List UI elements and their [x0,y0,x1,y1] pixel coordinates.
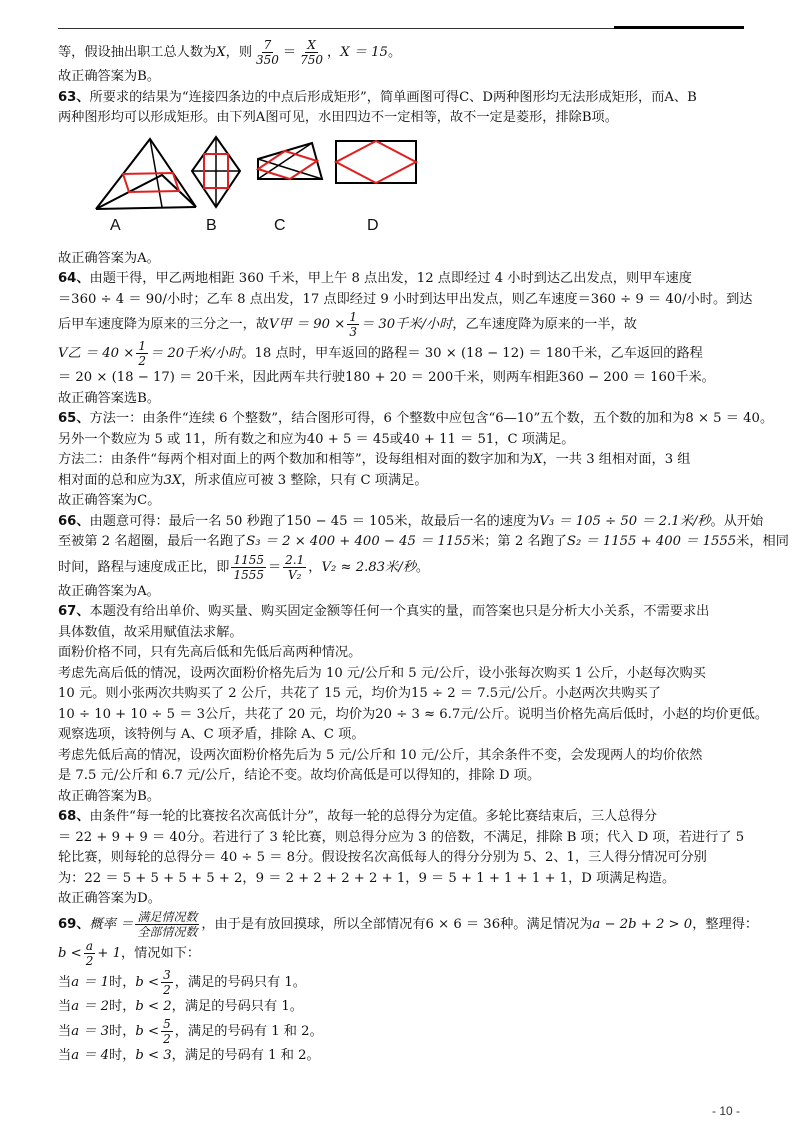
text-line: 是 7.5 元/公斤和 6.7 元/公斤，结论不变。故均价高低是可以得知的，排除 D 项。 [58,768,541,783]
document-page [58,38,789,1067]
text-line: 为：22 ＝ 5 + 5 + 5 + 5 + 2，9 ＝ 2 + 2 + 2 + 2 + 1，9 ＝ 5 + 1 + 1 + 1 + 1，D 项满足构造。 [58,870,676,886]
question-67: 67、本题没有给出单价、购买量、购买固定金额等任何一个真实的量，而答案也只是分析大小关系，不需要求出 [58,604,710,619]
figure-b-rhombus [186,135,246,217]
text-line: V乙 ＝ 40 × $\frac{1}{2}$ ＝ 20千米/小时。18 点时，甲车返回的路程＝ 30 × (18 − 12) ＝ 180千米，乙车返回的路程 [58,339,703,368]
question-number: 67、 [58,604,90,619]
text-line: 观察选项，该特例与 A、C 项矛盾，排除 A、C 项。 [58,727,365,742]
question-number: 65、 [58,411,90,426]
fraction: $\frac{a}{2}$ [85,938,94,968]
case-line: 当a ＝ 4时，b < 3，满足的号码有 1 和 2。 [58,1048,320,1063]
fraction: $\frac{1}{2}$ [138,339,146,368]
text-line: 方法二：由条件“每两个相对面上的两个数加和相等”，设每组相对面的数字加和为X，一共 3 组相对面，3 组 [58,452,691,467]
question-65: 65、方法一：由条件“连续 6 个整数”，结合图形可得，6 个整数中应包含“6—10”五个数，五个数的加和为8 × 5 ＝ 40。 [58,411,774,426]
answer-line: 故正确答案为A。 [58,250,160,266]
text-line: 时间，路程与速度成正比，即 $\frac{1155}{1555}$ ＝ $\frac{2.1}{\text{V₂}}$ ，V₂ ≈ 2.83米/秒。 [58,552,430,582]
text-line: 两种图形均可以形成矩形。由下列A图可见，水田四边不一定相等，故不一定是菱形，排除B项。 [58,110,618,125]
text-line: ＝ 22 + 9 + 9 ＝ 40分。若进行了 3 轮比赛，则总得分应为 3 的倍数，不满足，排除 B 项；代入 D 项，若进行了 5 [58,829,745,845]
answer-line: 故正确答案为B。 [58,69,161,84]
figure-label-d: D [367,216,379,234]
figure-d-rectangle [334,135,418,217]
figure-label-c: C [274,216,286,234]
fraction: $\frac{5}{2}$ [163,1017,171,1046]
header-accent-rule [614,26,744,29]
question-number: 63、 [58,89,90,105]
fraction: $\frac{\text{满足情况数}}{\text{全部情况数}}$ [137,909,198,939]
fraction: $\frac{2.1}{\text{V₂}}$ [285,552,305,582]
math-var: X [216,45,226,60]
text-line: 轮比赛，则每轮的总得分＝ 40 ÷ 5 ＝ 8分。假设按名次高低每人的得分分别为 5、2、1，三人得分情况可分别 [58,850,707,865]
answer-line: 故正确答案为D。 [58,891,161,906]
answer-line: 故正确答案选B。 [58,390,161,406]
case-line: 当a ＝ 2时，b < 2，满足的号码只有 1。 [58,998,303,1014]
text-line: 10 ÷ 10 + 10 ÷ 5 ＝ 3公斤，共花了 20 元，均价为20 ÷ 3 ≈ 6.7元/公斤。说明当价格先高后低时，小赵的均价更低。 [58,706,769,722]
question-68: 68、由条件“每一轮的比赛按名次高低计分”，故每一轮的总得分为定值。多轮比赛结束后，三人总得分 [58,809,657,824]
answer-line: 故正确答案为C。 [58,493,161,508]
text-line: 面粉价格不同，只有先高后低和先低后高两种情况。 [58,645,362,660]
text-line: 考虑先高后低的情况，设两次面粉价格先后为 10 元/公斤和 5 元/公斤，设小张每次购买 1 公斤，小赵每次购买 [58,665,706,681]
text-line: 另外一个数应为 5 或 11，所有数之和应为40 + 5 ＝ 45或40 + 11 ＝ 51，C 项满足。 [58,431,575,447]
math-expr: X ＝ 15 [340,45,388,60]
question-64: 64、由题干得，甲乙两地相距 360 千米，甲上午 8 点出发，12 点即经过 4 小时到达乙出发点，则甲车速度 [58,271,692,286]
question-63: 63、所要求的结果为“连接四条边的中点后形成矩形”，简单画图可得C、D两种图形均无法形成矩形，而A、B [58,89,697,105]
figure-label-b: B [206,216,217,234]
case-line: 当a ＝ 3时，b < $\frac{5}{2}$ ，满足的号码有 1 和 2。 [58,1017,323,1046]
fraction: $\frac{1}{3}$ [349,310,357,339]
question-number: 68、 [58,809,90,824]
answer-line: 故正确答案为B。 [58,788,161,804]
fraction: $\frac{3}{2}$ [163,967,171,997]
fraction: $\frac{X}{750}$ [300,38,324,67]
text-line: b < $\frac{a}{2}$ + 1，情况如下： [58,938,201,968]
case-line: 当a ＝ 1时，b < $\frac{3}{2}$ ，满足的号码只有 1。 [58,967,306,997]
text-line: 具体数值，故采用赋值法求解。 [58,624,243,640]
figure-label-a: A [110,216,121,234]
text-line: 等，假设抽出职工总人数为X，则 $\frac{7}{350}$ ＝ $\frac{X}{750}$ ，X ＝ 15。 [58,38,402,67]
fraction: $\frac{7}{350}$ [256,38,279,67]
text-line: ＝ 20 × (18 − 17) ＝ 20千米，因此两车共行驶180 + 20 ＝ 200千米，则两车相距360 − 200 ＝ 160千米。 [58,370,715,385]
question-number: 69、 [58,916,90,932]
question-number: 64、 [58,271,90,286]
text-line: 后甲车速度降为原来的三分之一，故V甲 ＝ 90 × $\frac{1}{3}$ ＝ 30千米/小时，乙车速度降为原来的一半，故 [58,310,637,339]
figure-row [58,135,744,247]
question-66: 66、由题意可得：最后一名 50 秒跑了150 − 45 ＝ 105米，故最后一名的速度为V₃ ＝ 105 ÷ 50 ＝ 2.1米/秒。从开始 [58,513,764,529]
fraction: $\frac{1155}{1555}$ [233,552,264,582]
text-line: ＝360 ÷ 4 ＝ 90/小时；乙车 8 点出发，17 点即经过 9 小时到达甲出发点，则乙车速度＝360 ÷ 9 ＝ 40/小时。到达 [58,291,753,307]
question-number: 66、 [58,513,90,529]
text-line: 至被第 2 名超圈，最后一名跑了S₃ ＝ 2 × 400 + 400 − 45 ＝ 1155米；第 2 名跑了S₂ ＝ 1155 + 400 ＝ 1555米，相同 [58,534,789,549]
question-69: 69、概率 ＝ $\frac{\text{满足情况数}}{\text{全部情况数}}$ ，由于是有放回摸球，所以全部情况有6 × 6 ＝ 36种。满足情况为a − 2b + 2 > 0，整理得： [58,909,759,939]
text-line: 10 元。则小张两次共购买了 2 公斤，共花了 15 元，均价为15 ÷ 2 ＝ 7.5元/公斤。小赵两次共购买了 [58,686,661,701]
figure-c-quadrilateral [254,135,334,217]
text-line: 相对面的总和应为3X，所求值应可被 3 整除，只有 C 项满足。 [58,472,428,488]
answer-line: 故正确答案为A。 [58,583,160,599]
page-number: - 10 - [711,1104,740,1118]
text-line: 考虑先低后高的情况，设两次面粉价格先后为 5 元/公斤和 10 元/公斤，其余条件不变，会发现两人的均价依然 [58,747,703,763]
